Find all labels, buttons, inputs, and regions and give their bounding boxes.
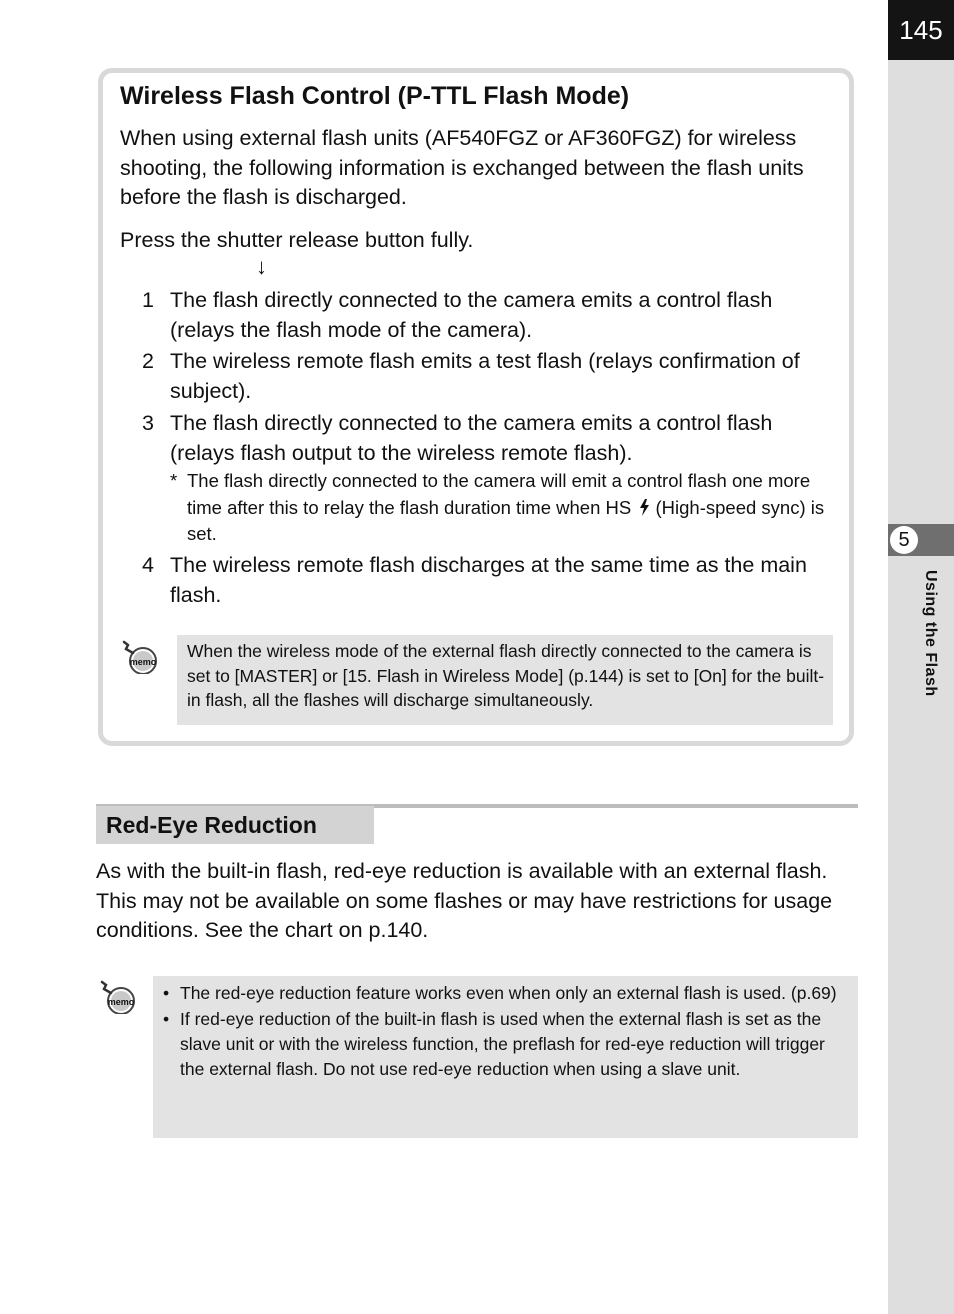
- step-number: 1: [142, 288, 154, 312]
- down-arrow-icon: ↓: [256, 254, 267, 279]
- step-item: [142, 551, 842, 610]
- bullet-marker: •: [163, 983, 170, 1003]
- section-heading-text: Red-Eye Reduction: [106, 811, 317, 838]
- step-text: The flash directly connected to the camera emits a control flash (relays the flash mode of the camera).: [170, 288, 773, 342]
- box-title: Wireless Flash Control (P-TTL Flash Mode): [120, 82, 630, 110]
- step-text: The wireless remote flash emits a test flash (relays confirmation of subject).: [170, 349, 800, 403]
- bullet-text: If red-eye reduction of the built-in flash is used when the external flash is set as the slave unit or with the wireless function, the preflash for red-eye reduction will trigger the external flash. Do not use red-eye reduction when using a slave unit.: [180, 1009, 825, 1079]
- page-number: 145: [888, 0, 954, 60]
- bullet-text: The red-eye reduction feature works even when only an external flash is used. (p.69): [180, 983, 837, 1003]
- bullet-marker: •: [163, 1009, 170, 1029]
- list-item: [163, 981, 848, 1006]
- footnote: [170, 468, 838, 548]
- svg-text:memo: memo: [129, 657, 157, 667]
- section-heading: [96, 806, 374, 844]
- red-eye-paragraph: As with the built-in flash, red-eye reduction is available with an external flash. This may not be available on some flashes or may have restrictions for usage conditions. See the chart on p.140.: [96, 859, 833, 942]
- footnote-text-part: (High-speed sync) is set.: [187, 496, 825, 544]
- footnote-marker: *: [170, 470, 178, 491]
- step-item: [142, 347, 842, 406]
- step-text: The wireless remote flash discharges at the same time as the main flash.: [170, 553, 807, 607]
- chapter-title: Using the Flash: [922, 570, 939, 697]
- memo-icon: [120, 640, 160, 674]
- memo-note: [153, 976, 858, 1138]
- step-text: The flash directly connected to the camera emits a control flash (relays flash output to the wireless remote flash).: [170, 411, 773, 465]
- svg-text:memo: memo: [107, 997, 135, 1007]
- step-number: 4: [142, 553, 154, 577]
- step-item: [142, 286, 842, 345]
- flash-bolt-icon: [639, 499, 650, 516]
- step-number: 3: [142, 411, 154, 435]
- memo-note: When the wireless mode of the external flash directly connected to the camera is set to [MASTER] or [15. Flash in Wireless Mode] (p.144) is set to [On] for the built-in flash, all the flashes will discharge simultaneously.: [177, 635, 833, 725]
- intro-paragraph: When using external flash units (AF540FGZ or AF360FGZ) for wireless shooting, the following information is exchanged between the flash units before the flash is discharged.: [120, 126, 804, 209]
- step-item: [142, 409, 842, 468]
- memo-icon: [98, 980, 138, 1014]
- list-item: [163, 1007, 848, 1082]
- chapter-number: 5: [890, 526, 918, 554]
- footnote-text: [187, 468, 838, 548]
- step-number: 2: [142, 349, 154, 373]
- press-instruction: Press the shutter release button fully.: [120, 228, 474, 252]
- footnote-text-part: The flash directly connected to the camera will emit a control flash one more time after this to relay the flash duration time when HS: [187, 470, 811, 518]
